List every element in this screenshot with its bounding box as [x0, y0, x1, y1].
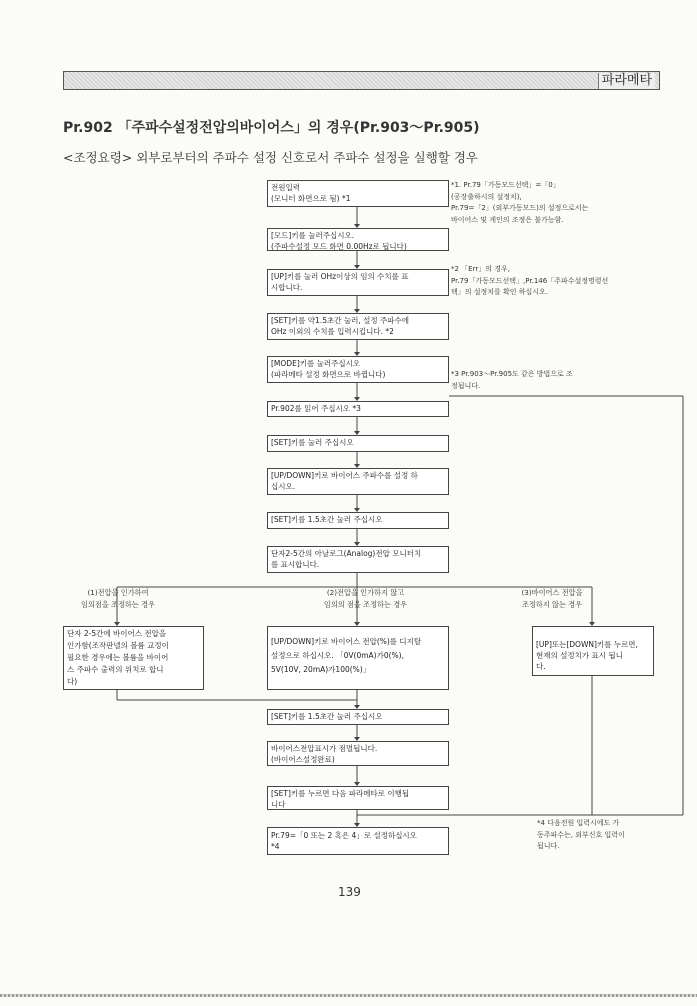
- branch-text: 5V(10V, 20mA)가100(%)」: [271, 665, 371, 674]
- branch-text: 스 주파수 출력의 위치로 합니: [67, 665, 164, 674]
- step-text: [모드]키를 눌러주십시오.: [271, 231, 355, 240]
- note-text: (공장출하시의 설정치),: [451, 192, 522, 201]
- step-text: 바이어스전압표시가 점멸됩니다.: [271, 744, 378, 753]
- note-text: 택」의 설정치를 확인 하십시오.: [451, 288, 549, 296]
- step-text: 십시오.: [271, 482, 296, 491]
- step-read-pr902: [267, 401, 449, 417]
- branch-text: 인가함(조작판넬의 볼륨 교정이: [67, 641, 169, 650]
- step-set-pr79: [267, 827, 449, 855]
- note-text: Pr.79「가동모드선택」,Pr.146「주파수설정명령선: [451, 276, 609, 285]
- condition-text: (1)전압을 인가하여: [87, 588, 149, 597]
- page-title: Pr.902 「주파수설정전압의바이어스」의 경우(Pr.903～Pr.905): [63, 120, 480, 136]
- note-text: Pr.79=「2」(외부가동모드)의 설정으로서는: [451, 204, 589, 212]
- branch-text: 다): [67, 677, 78, 686]
- branch-text: [UP/DOWN]키로 바이어스 전압(%)를 디지탈: [271, 637, 422, 646]
- step-set-key: [267, 435, 449, 452]
- step-text: [SET]키를 누르면 다음 파라메타로 이행됩: [271, 789, 410, 798]
- step-text: [UP]키를 눌러 OHz이상의 임의 수치를 표: [271, 272, 409, 281]
- branch-box-no-adjust: [532, 626, 654, 676]
- branch-condition-1: [68, 587, 168, 611]
- branch-text: 현재의 설정치가 표시 됩니: [536, 651, 623, 660]
- section-label: 파라메타: [598, 73, 655, 89]
- note-text: *2 「Err」의 경우,: [451, 265, 510, 273]
- step-text: [MODE]키를 눌러주십시오: [271, 359, 361, 368]
- step-text: (주파수설정 모드 화면 0.00Hz로 됩니다): [271, 242, 407, 251]
- step-text: (모니터 화면으로 됨) *1: [271, 194, 351, 203]
- step-set-key-1-5s-again: [267, 709, 449, 725]
- step-text: OHz 이외의 수치를 입력시킵니다. *2: [271, 327, 394, 336]
- step-text: Pr.79=「0 또는 2 혹은 4」로 설정하십시오: [271, 831, 417, 840]
- step-power-on: [267, 180, 449, 207]
- note-text: *4 다음전원 입력시에도 가: [537, 819, 620, 827]
- branch-text: 다.: [536, 662, 546, 671]
- step-text: 단자2-5간의 아날로그(Analog)전압 모니터치: [271, 549, 422, 558]
- step-up-key: [267, 269, 449, 296]
- step-text: [SET]키를 1.5초간 눌러 주십시오: [271, 712, 383, 721]
- branch-condition-3: [512, 587, 592, 611]
- branch-text: 설정으로 하십시오. 「0V(0mA)가0(%),: [271, 651, 404, 660]
- note-text: *1. Pr.79「가동모드선택」=「0」: [451, 181, 560, 189]
- condition-text: 임의점을 조정하는 경우: [80, 600, 155, 609]
- step-text: *4: [271, 842, 280, 851]
- branch-text: 단자 2-5간에 바이어스 전압을: [67, 629, 167, 638]
- note-text: 됩니다.: [537, 842, 560, 850]
- branch-box-apply-voltage: [63, 626, 204, 690]
- step-text: Pr.902를 읽어 주십시오 *3: [271, 404, 361, 413]
- step-text: [SET]키를 약1.5초간 눌러, 설정 주파수에: [271, 316, 409, 325]
- note-text: 바이어스 및 게인의 조정은 불가능함.: [451, 215, 564, 224]
- step-text: [UP/DOWN]키로 바이어스 주파수를 설정 하: [271, 471, 418, 480]
- step-set-next-param: [267, 786, 449, 810]
- note-2: [451, 264, 608, 299]
- condition-text: (2)전압을 인가하지 않고: [326, 588, 405, 597]
- note-text: 동주파수는, 외부신호 입력이: [537, 830, 625, 839]
- page-number: 139: [338, 885, 361, 899]
- branch-condition-2: [303, 587, 428, 611]
- branch-box-digital-bias: [267, 626, 449, 690]
- note-4: [537, 818, 625, 853]
- step-analog-monitor: [267, 546, 449, 573]
- branch-text: [UP]또는[DOWN]키를 누르면,: [536, 640, 638, 649]
- step-set-key-1-5s: [267, 512, 449, 529]
- note-1: [451, 180, 588, 226]
- condition-text: 임의의 점을 조정하는 경우: [323, 600, 408, 609]
- note-text: *3 Pr.903～Pr.905도 같은 방법으로 조: [451, 370, 573, 378]
- step-text: (파라메타 설정 화면으로 바뀝니다): [271, 370, 386, 379]
- condition-text: (3)바이어스 전압을: [521, 588, 583, 597]
- step-text: 시합니다.: [271, 283, 303, 292]
- step-set-key-hold: [267, 313, 449, 340]
- note-3: [451, 369, 573, 392]
- step-text: 를 표시합니다.: [271, 560, 320, 569]
- branch-text: 필요한 경우에는 볼륨을 바이어: [67, 653, 169, 662]
- condition-text: 조정하지 않는 경우: [521, 600, 583, 609]
- step-text: [SET]키를 눌러 주십시오: [271, 438, 354, 447]
- note-text: 정됩니다.: [451, 381, 481, 390]
- scan-edge-rule: [0, 994, 697, 997]
- step-text: (바이어스설정완료): [271, 755, 335, 764]
- step-mode-key: [267, 228, 449, 251]
- step-text: 니다: [271, 800, 286, 809]
- step-text: [SET]키를 1.5초간 눌러 주십시오: [271, 515, 383, 524]
- step-bias-blink: [267, 741, 449, 766]
- page-subtitle: <조정요령> 외부로부터의 주파수 설정 신호로서 주파수 설정을 실행할 경우: [63, 150, 478, 165]
- step-mode-key-param: [267, 356, 449, 383]
- step-text: 전원입력: [271, 183, 300, 192]
- step-updown-bias-freq: [267, 468, 449, 495]
